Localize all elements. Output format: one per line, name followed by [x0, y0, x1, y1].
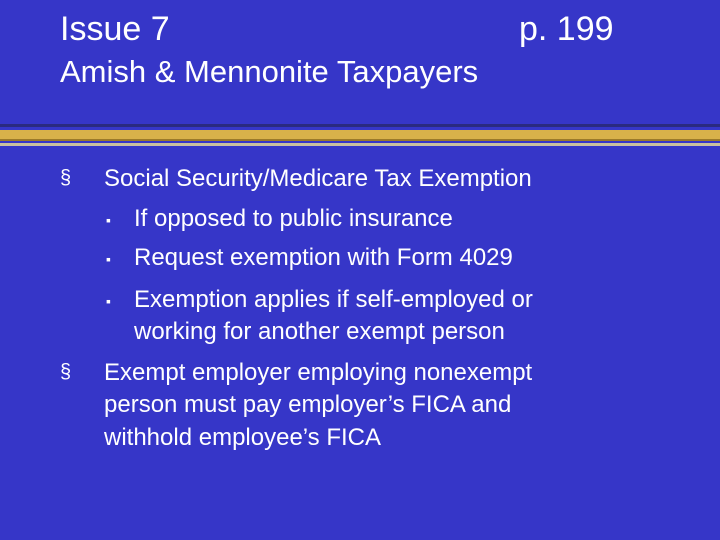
divider-gold — [0, 130, 720, 139]
sub-bullet-text: Request exemption with Form 4029 — [134, 244, 513, 271]
bullet-text: withhold employee’s FICA — [104, 424, 382, 451]
divider-gold-shadow — [0, 139, 720, 141]
bullet-text: Social Security/Medicare Tax Exemption — [104, 165, 532, 192]
divider-light — [0, 143, 720, 146]
bullet-text: person must pay employer’s FICA and — [104, 391, 512, 418]
sub-bullet-text: Exemption applies if self-employed or — [134, 286, 533, 313]
divider-dark — [0, 124, 720, 127]
slide-title-issue: Issue 7 — [60, 10, 170, 48]
bullet-text: Exempt employer employing nonexempt — [104, 359, 533, 386]
slide-title-page-number: p. 199 — [519, 10, 614, 48]
slide-subtitle: Amish & Mennonite Taxpayers — [60, 54, 479, 89]
section-bullet-icon: § — [60, 167, 72, 189]
square-bullet-icon: ▪ — [106, 251, 111, 267]
sub-bullet-text: working for another exempt person — [134, 318, 505, 345]
square-bullet-icon: ▪ — [106, 293, 111, 309]
square-bullet-icon: ▪ — [106, 212, 111, 228]
sub-bullet-text: If opposed to public insurance — [134, 205, 453, 232]
section-bullet-icon: § — [60, 361, 72, 383]
